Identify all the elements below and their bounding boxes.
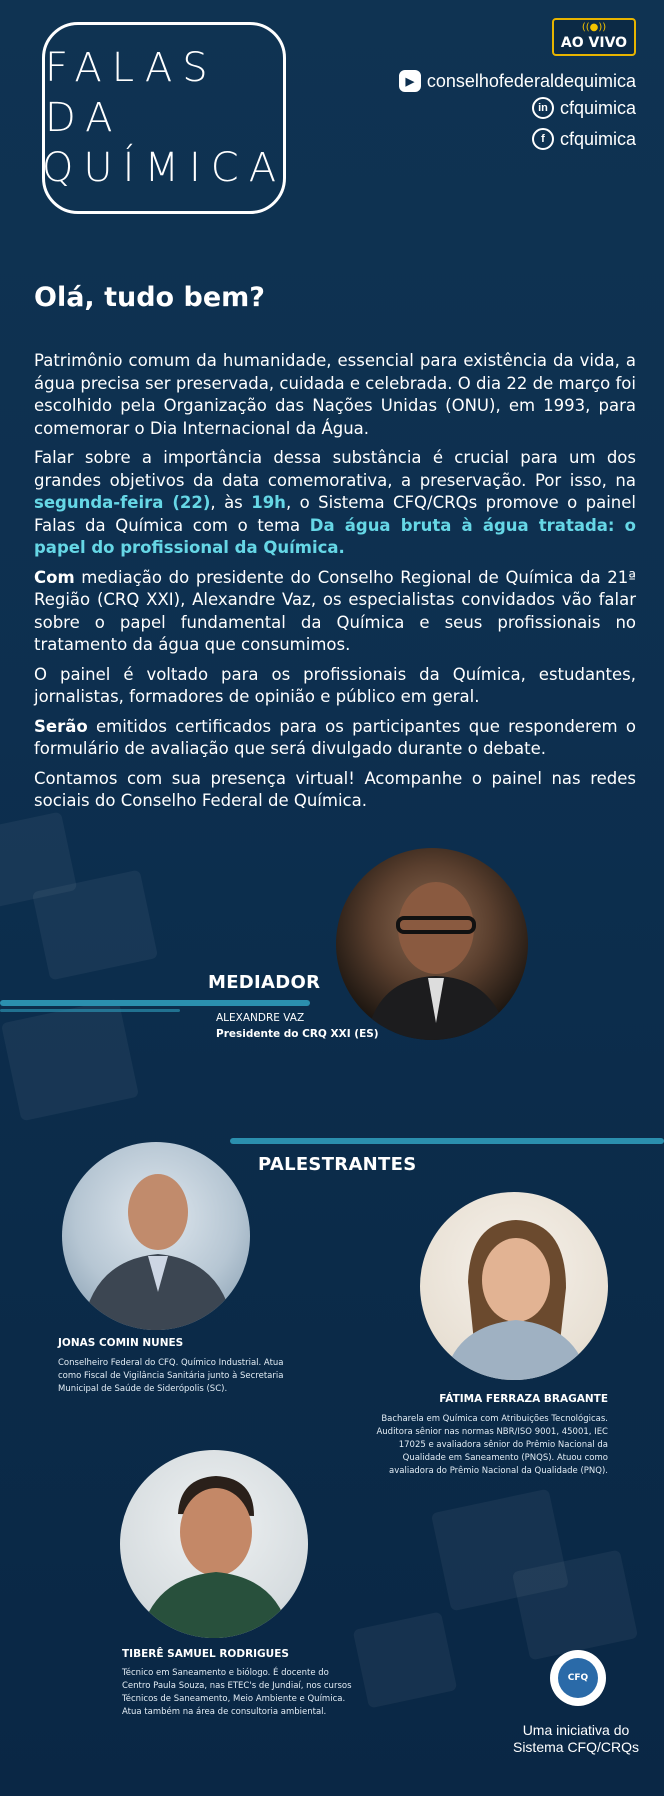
initiative-credit: Uma iniciativa do Sistema CFQ/CRQs	[512, 1722, 639, 1755]
speaker-bio: Técnico em Saneamento e biólogo. É docente do Centro Paula Souza, nas ETEC's de Jundiaí, nos cursos Técnicos de Saneamento, Meio Ambiente e Química. Atua também na área de consultoria ambiental.	[122, 1668, 352, 1717]
event-date: segunda-feira (22)	[34, 493, 211, 512]
social-handle: cfquimica	[559, 128, 636, 149]
paragraph-4: O painel é voltado para os profissionais da Química, estudantes, jornalistas, formadores de opinião e público em geral.	[34, 664, 636, 706]
falas-da-quimica-logo	[42, 22, 286, 214]
mediator-section-title: MEDIADOR	[208, 972, 321, 993]
mediator-name: ALEXANDRE VAZ	[216, 1012, 305, 1024]
mediator-photo	[336, 848, 528, 1040]
paragraph-2: Falar sobre a importância dessa substância é crucial para um dos grandes objetivos da data comemorativa, a preservação. Por isso, na segunda-feira (22), às 19h, o Sistema CFQ/CRQs promove o painel Falas da Química com o tema Da água bruta à água tratada: o papel do profissional da Química.	[34, 448, 636, 557]
youtube-icon: ▶	[399, 70, 421, 92]
paragraph-5: Serão emitidos certificados para os participantes que responderem o formulário de avaliação que será divulgado durante o debate.	[34, 716, 636, 758]
facebook-icon: f	[532, 128, 554, 150]
announcement-body	[34, 350, 636, 820]
event-theme: Da água bruta à água tratada: o papel do profissional da Química.	[34, 515, 636, 557]
speaker-photo-tibere	[120, 1450, 308, 1638]
social-youtube[interactable]	[399, 70, 636, 92]
speaker-photo-fatima	[420, 1192, 608, 1380]
speakers-divider	[230, 1138, 664, 1144]
person-silhouette	[420, 1192, 608, 1380]
person-silhouette	[120, 1450, 308, 1638]
speaker-bio: Conselheiro Federal do CFQ. Químico Industrial. Atua como Fiscal de Vigilância Sanitária junto à Secretaria Municipal de Saúde de Siderópolis (SC).	[58, 1358, 284, 1394]
speakers-section-title: PALESTRANTES	[258, 1154, 417, 1175]
speaker-photo-jonas	[62, 1142, 250, 1330]
linkedin-icon: in	[532, 97, 554, 119]
speaker-bio: Bacharela em Química com Atribuições Tecnológicas. Auditora sênior nas normas NBR/ISO 9001, 45001, IEC 17025 e avaliadora sênior do Prêmio Nacional da Qualidade em Saneamento (PNQS). Atuou como avaliadora do Prêmio Nacional da Qualidade (PNQ).	[376, 1414, 608, 1476]
social-facebook[interactable]	[532, 128, 636, 150]
logo-line-1: FALAS DA	[45, 45, 218, 141]
background-decoration	[1, 999, 139, 1122]
seal-text: CFQ	[567, 1673, 589, 1683]
paragraph-3: Com mediação do presidente do Conselho Regional de Química da 21ª Região (CRQ XXI), Alexandre Vaz, os especialistas convidados vão falar sobre o papel fundamental da Química e seus profissionais no tratamento da água que consumimos.	[34, 567, 636, 654]
person-silhouette	[336, 848, 528, 1040]
event-time: 19h	[251, 493, 286, 512]
mediator-divider-thin	[0, 1009, 180, 1012]
paragraph-6: Contamos com sua presença virtual! Acompanhe o painel nas redes sociais do Conselho Federal de Química.	[34, 768, 636, 810]
speaker-name: TIBERÊ SAMUEL RODRIGUES	[122, 1648, 289, 1660]
social-handle: cfquimica	[559, 97, 636, 118]
live-badge-label: AO VIVO	[560, 35, 628, 51]
greeting-heading: Olá, tudo bem?	[34, 282, 265, 313]
speaker-name: FÁTIMA FERRAZA BRAGANTE	[439, 1393, 608, 1405]
seal-emblem	[558, 1658, 598, 1698]
social-handle: conselhofederaldequimica	[426, 70, 636, 91]
mediator-role: Presidente do CRQ XXI (ES)	[216, 1028, 379, 1040]
person-silhouette	[62, 1142, 250, 1330]
social-linkedin[interactable]	[532, 97, 636, 119]
broadcast-icon: ((●))	[581, 22, 607, 33]
mediator-divider	[0, 1000, 310, 1006]
speaker-name: JONAS COMIN NUNES	[58, 1337, 184, 1349]
background-decoration	[353, 1612, 458, 1709]
logo-line-2: QUÍMICA	[41, 145, 287, 191]
live-badge	[552, 18, 636, 56]
paragraph-1: Patrimônio comum da humanidade, essencial para existência da vida, a água precisa ser preservada, cuidada e celebrada. O dia 22 de março foi escolhido pela Organização das Nações Unidas (ONU), em 1993, para comemorar o Dia Internacional da Água.	[34, 351, 636, 438]
cfq-seal-logo	[550, 1650, 606, 1706]
